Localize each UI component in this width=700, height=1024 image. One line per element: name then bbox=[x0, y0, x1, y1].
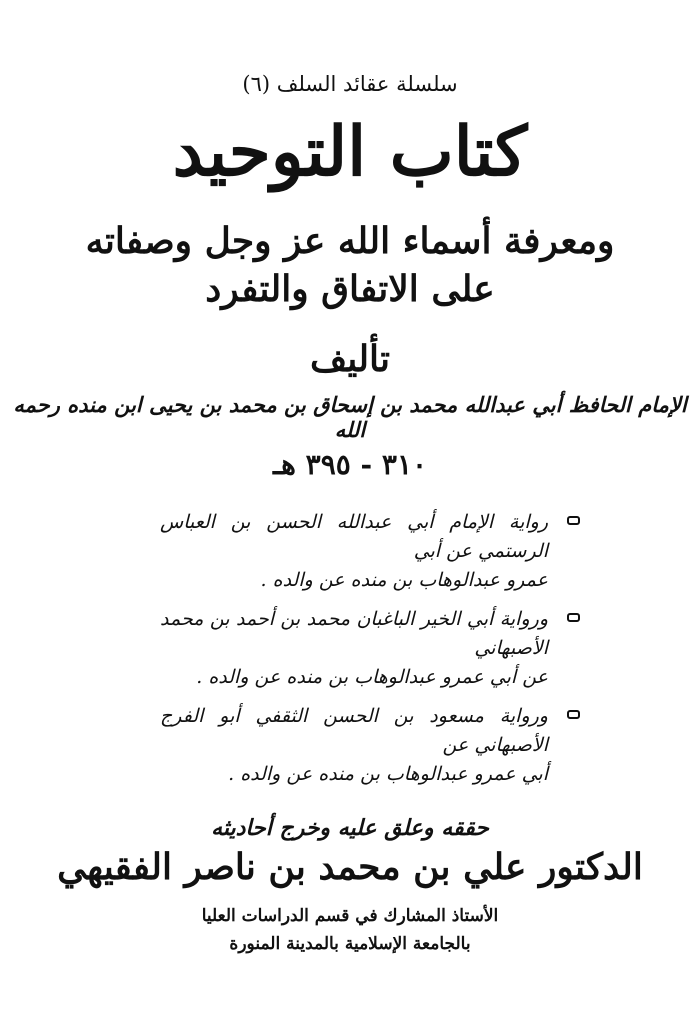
editor-name: الدكتور علي بن محمد بن ناصر الفقيهي bbox=[57, 846, 643, 888]
narrations-list bbox=[160, 508, 580, 799]
bullet-box-icon bbox=[567, 516, 580, 525]
narration-line: ورواية مسعود بن الحسن الثقفي أبو الفرج الأصبهاني عن bbox=[160, 705, 548, 756]
book-subtitle-line-1: ومعرفة أسماء الله عز وجل وصفاته bbox=[85, 220, 615, 262]
bullet-box-icon bbox=[567, 613, 580, 622]
bullet-box-icon bbox=[567, 710, 580, 719]
book-subtitle-line-2: على الاتفاق والتفرد bbox=[205, 268, 495, 310]
narration-item bbox=[160, 508, 580, 595]
book-title: كتاب التوحيد bbox=[172, 112, 528, 192]
narration-line: عن أبي عمرو عبدالوهاب بن منده عن والده . bbox=[196, 666, 548, 688]
narration-item bbox=[160, 702, 580, 789]
authorship-label: تأليف bbox=[309, 338, 391, 380]
author-dates: ٣١٠ - ٣٩٥ هـ bbox=[272, 448, 428, 481]
editor-affiliation-line-1: الأستاذ المشارك في قسم الدراسات العليا bbox=[201, 906, 499, 926]
narration-line: رواية الإمام أبي عبدالله الحسن بن العباس الرستمي عن أبي bbox=[160, 511, 548, 562]
series-name: سلسلة عقائد السلف (٦) bbox=[242, 72, 458, 96]
narration-line: ورواية أبي الخير الباغبان محمد بن أحمد بن محمد الأصبهاني bbox=[160, 608, 548, 659]
editor-affiliation-line-2: بالجامعة الإسلامية بالمدينة المنورة bbox=[229, 934, 471, 954]
editor-intro: حققه وعلق عليه وخرج أحاديثه bbox=[211, 815, 489, 841]
narration-line: عمرو عبدالوهاب بن منده عن والده . bbox=[260, 569, 548, 591]
narration-item bbox=[160, 605, 580, 692]
author-name: الإمام الحافظ أبي عبدالله محمد بن إسحاق بن محمد بن يحيى ابن منده رحمه الله bbox=[13, 392, 687, 442]
narration-line: أبي عمرو عبدالوهاب بن منده عن والده . bbox=[228, 763, 548, 785]
